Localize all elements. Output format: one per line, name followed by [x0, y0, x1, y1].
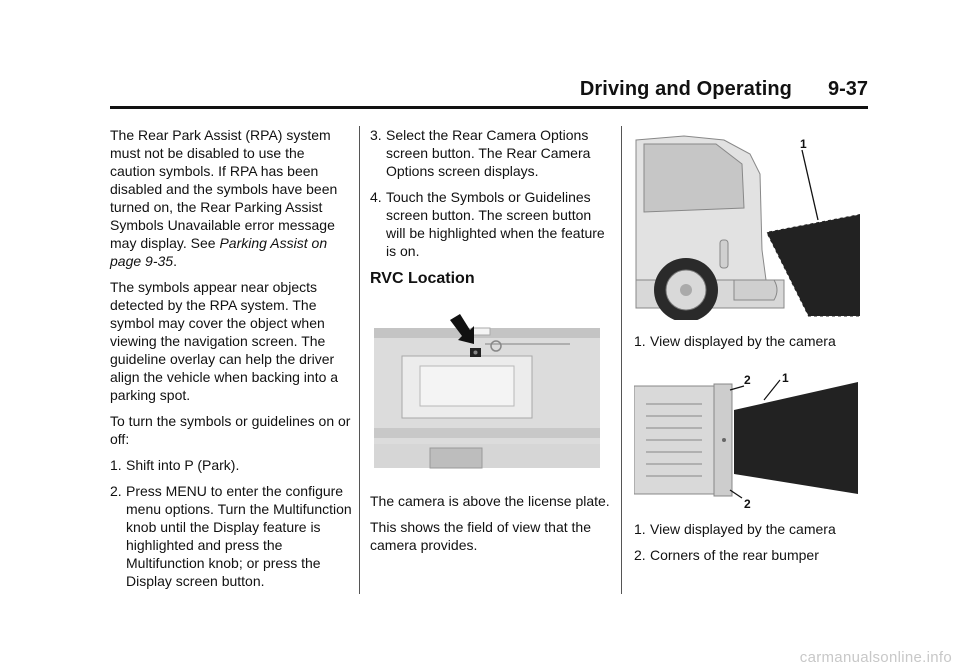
step-number: 3. [370, 127, 382, 143]
watermark: carmanualsonline.info [799, 649, 952, 666]
paragraph-symbols: The symbols appear near objects detected by the RPA system. The symbol may cover the object when viewing the navigation screen. The guideline overlay can help the driver align the vehicle when backing into a parking spot. [110, 279, 339, 403]
figure-2-caption-1 [634, 520, 866, 538]
column-divider-1 [359, 126, 360, 594]
camera-location-illustration [370, 308, 602, 478]
caption-number: 1. [634, 521, 646, 537]
top-view-camera-illustration [634, 370, 866, 510]
step-number: 1. [110, 457, 122, 473]
caption-number: 1. [634, 333, 646, 349]
step-1 [110, 456, 352, 474]
page-header [110, 72, 868, 109]
page-number: 9-37 [827, 78, 868, 100]
figure-1-caption [634, 332, 866, 350]
callout-2-top: 2 [744, 373, 751, 387]
caption-text: View displayed by the camera [650, 333, 836, 349]
vehicle-camera-view-illustration [634, 130, 866, 320]
step-4 [370, 188, 610, 260]
column-3 [634, 130, 866, 572]
step-text: Press MENU to enter the configure menu options. Turn the Multifunction knob until the Display feature is highlighted and press the Multifunction knob; or press the Display screen button. [126, 483, 352, 589]
caption-text: Corners of the rear bumper [650, 547, 819, 563]
step-number: 2. [110, 483, 122, 499]
paragraph-field-of-view: This shows the field of view that the camera provides. [370, 519, 591, 553]
column-1 [110, 126, 352, 598]
paragraph-toggle-intro: To turn the symbols or guidelines on or off: [110, 413, 351, 447]
step-text: Shift into P (Park). [126, 457, 240, 473]
section-title: Driving and Operating [579, 78, 792, 100]
caption-number: 2. [634, 547, 646, 563]
step-text: Touch the Symbols or Guidelines screen button. The screen button will be highlighted when the feature is on. [386, 189, 605, 259]
section-heading-rvc-location: RVC Location [370, 270, 475, 287]
step-text: Select the Rear Camera Options screen button. The Rear Camera Options screen displays. [386, 127, 591, 179]
camera-view-area [734, 382, 858, 494]
paragraph-rpa-text: The Rear Park Assist (RPA) system must not be disabled to use the caution symbols. If RPA has been disabled and the symbols have been turned on, the Rear Parking Assist Symbols Unavailable error message may display. See [110, 127, 338, 251]
callout-1: 1 [782, 371, 789, 385]
column-2 [370, 126, 610, 562]
caption-text: View displayed by the camera [650, 521, 836, 537]
figure-2-caption-2 [634, 546, 866, 564]
paragraph-rpa-end: . [173, 253, 177, 269]
parking-assist-reference[interactable]: Parking Assist on page 9-35 [110, 235, 328, 269]
callout-1: 1 [800, 137, 807, 151]
paragraph-camera-location: The camera is above the license plate. [370, 493, 610, 509]
callout-2-bottom: 2 [744, 497, 751, 510]
paragraph-rpa [110, 126, 352, 270]
step-number: 4. [370, 189, 382, 205]
step-2 [110, 482, 352, 590]
column-divider-2 [621, 126, 622, 594]
step-3 [370, 126, 610, 180]
